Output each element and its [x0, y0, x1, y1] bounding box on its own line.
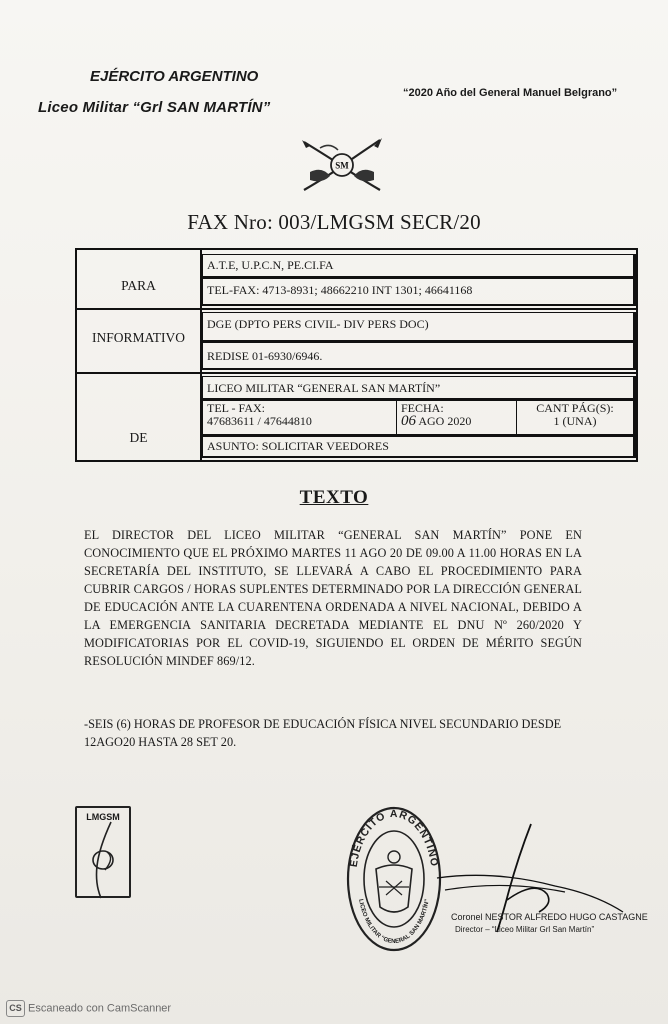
body-item: -SEIS (6) HORAS DE PROFESOR DE EDUCACIÓN FÍSICA NIVEL SECUNDARIO DESDE 12AGO20 HASTA 28 SET 20. — [84, 717, 562, 749]
tel-fax-cell — [203, 401, 397, 434]
fax-number-title: FAX Nro: 003/LMGSM SECR/20 — [187, 210, 481, 234]
seal-bottom-text: LICEO MILITAR “GENERAL SAN MARTÍN” — [357, 898, 431, 946]
fecha-label: FECHA: — [401, 401, 444, 415]
fecha-cell — [397, 401, 517, 434]
pages-label: CANT PÁG(S): — [536, 401, 614, 415]
year-motto: “2020 Año del General Manuel Belgrano” — [403, 87, 618, 99]
fecha-day-handwritten: 06 — [401, 413, 416, 429]
para-phones: TEL-FAX: 4713-8931; 48662210 INT 1301; 46641168 — [202, 278, 636, 306]
de-label: DE — [129, 430, 148, 445]
scanner-watermark — [6, 1000, 171, 1017]
official-seal-icon — [346, 805, 442, 953]
para-label: PARA — [121, 278, 156, 293]
fecha-month-year: AGO 2020 — [418, 414, 472, 428]
pages-cell — [517, 401, 633, 434]
de-details-row — [202, 400, 636, 436]
informativo-label: INFORMATIVO — [91, 330, 185, 345]
informativo-redise: REDISE 01-6930/6946. — [202, 342, 636, 370]
initials-stamp-label: LMGSM — [86, 812, 120, 822]
seal-top-text: EJÉRCITO ARGENTINO — [347, 807, 441, 868]
pages-value: 1 (UNA) — [553, 414, 597, 428]
body-heading: TEXTO — [299, 487, 369, 508]
asunto-subject: ASUNTO: SOLICITAR VEEDORES — [202, 436, 636, 458]
initials-scribble-icon — [77, 808, 133, 900]
fecha-value — [401, 415, 512, 428]
body-paragraph: EL DIRECTOR DEL LICEO MILITAR “GENERAL SAN MARTÍN” PONE EN CONOCIMIENTO QUE EL PRÓXIMO MARTES 11 AGO 20 DE 09.00 A 11.00 HORAS EN LA SECRETARÍA DEL INSTITUTO, SE LLEVARÁ A CABO EL PROCEDIMIENTO PARA CUBRIR CARGOS / HORAS SUPLENTES DETERMINADO POR LA DIRECCIÓN GENERAL DE EDUCACIÓN ANTE LA CUARENTENA ORDENADA A NIVEL NACIONAL, DEBIDO A LA EMERGENCIA SANITARIA DECRETADA MEDIANTE EL DNU Nº 260/2020 Y MODIFICATORIAS POR EL COVID-19, SIGUIENDO EL ORDEN DE MÉRITO SEGÚN RESOLUCIÓN MINDEF 869/12. — [84, 528, 582, 668]
crossed-sabres-emblem-icon — [300, 136, 384, 194]
camscanner-icon: CS — [6, 1000, 25, 1017]
routing-table — [75, 248, 638, 462]
emblem-letters: SM — [335, 160, 349, 171]
tel-fax-label: TEL - FAX: — [207, 401, 265, 415]
para-recipients: A.T.E, U.P.C.N, PE.CI.FA — [202, 254, 636, 278]
tel-fax-value: 47683611 / 47644810 — [207, 414, 312, 428]
informativo-recipient: DGE (DPTO PERS CIVIL- DIV PERS DOC) — [202, 312, 636, 342]
de-sender: LICEO MILITAR “GENERAL SAN MARTÍN” — [202, 376, 636, 400]
svg-text:EJÉRCITO ARGENTINO — [348, 808, 441, 868]
initials-stamp-box — [75, 806, 131, 898]
institution-name: EJÉRCITO ARGENTINO — [90, 68, 259, 85]
signer-name: Coronel NESTOR ALFREDO HUGO CASTAGNE — [451, 912, 648, 922]
school-name: Liceo Militar “Grl SAN MARTÍN” — [38, 99, 271, 116]
scanner-label: Escaneado con CamScanner — [28, 1002, 172, 1015]
signer-role: Director – “Liceo Militar Grl San Martín” — [455, 925, 595, 934]
handwritten-signature-icon — [435, 820, 625, 940]
